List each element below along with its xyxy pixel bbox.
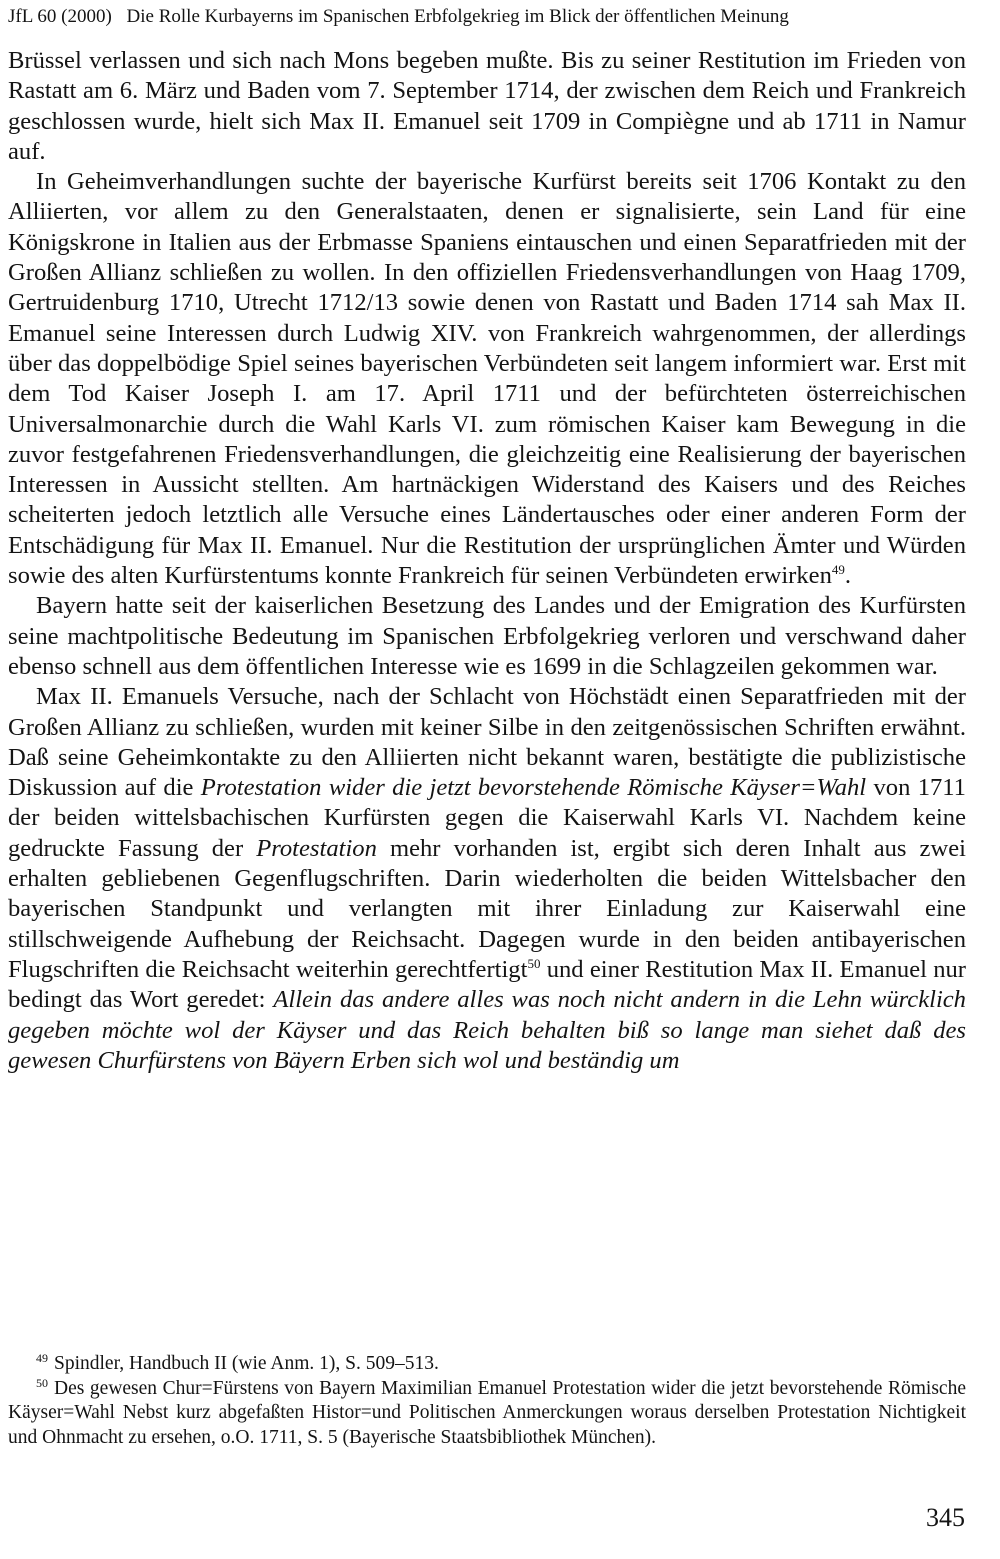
paragraph-3: Bayern hatte seit der kaiserlichen Besetzung des Landes und der Emigration des Kurfürsten seine machtpolitische Bedeutung im Spanischen Erbfolgekrieg verloren und verschwand daher ebenso schnell aus dem öffentlichen Interesse wie es 1699 in die Schlagzeilen gekommen war.: [8, 592, 966, 680]
paragraph-4-text-b: von 1711 der beiden wittelsbachischen Kurfürsten gegen die Kaiserwahl Karls VI. Nachdem keine gedruckte Fassung der: [8, 774, 966, 862]
footnote-49: [8, 1352, 966, 1377]
footnote-text: Spindler, Handbuch II (wie Anm. 1), S. 509–513.: [54, 1353, 439, 1374]
footnote-text: Des gewesen Chur=Fürstens von Bayern Maximilian Emanuel Protestation wider die jetzt bevorstehende Römische Käyser=Wahl Nebst kurz abgefaßten Histor=und Politischen Anmerckungen woraus derselben Protestation Nichtigkeit und Ohnmacht zu ersehen, o.O. 1711, S. 5 (Bayerische Staatsbibliothek München).: [8, 1377, 966, 1448]
body-text: [8, 46, 966, 1076]
paragraph-4-text-c: mehr vorhanden ist, ergibt sich deren Inhalt aus zwei erhalten gebliebenen Gegenflugschriften. Darin wiederholten die beiden Wittelsbacher den bayerischen Standpunkt und verlangten mit ihrer Einladung zur Kaiserwahl eine stillschweigende Aufhebung der Reichsacht. Dagegen wurde in den beiden antibayerischen Flugschriften die Reichsacht weiterhin gerechtfertigt: [8, 834, 966, 983]
paragraph-2-text: In Geheimverhandlungen suchte der bayerische Kurfürst bereits seit 1706 Kontakt zu den Alliierten, vor allem zu den Generalstaaten, denen er signalisierte, sein Land für eine Königskrone in Italien aus der Erbmasse Spaniens eintauschen und einen Separatfrieden mit der Großen Allianz schließen zu wollen. In den offiziellen Friedensverhandlungen von Haag 1709, Gertruidenburg 1710, Utrecht 1712/13 sowie denen von Rastatt und Baden 1714 sah Max II. Emanuel seine Interessen durch Ludwig XIV. von Frankreich wahrgenommen, der allerdings über das doppelbödige Spiel seines bayerischen Verbündeten seit langem informiert war. Erst mit dem Tod Kaiser Joseph I. am 17. April 1711 und der befürchteten österreichischen Universalmonarchie durch die Wahl Karls VI. zum römischen Kaiser kam Bewegung in die zuvor festgefahrenen Friedensverhandlungen, die gleichzeitig eine Realisierung der bayerischen Interessen in Aussicht stellten. Am hartnäckigen Widerstand des Kaisers und des Reiches scheiterten jedoch letztlich alle Versuche eines Ländertausches oder einer anderen Form der Entschädigung für Max II. Emanuel. Nur die Restitution der ursprünglichen Ämter und Würden sowie des alten Kurfürstentums konnte Frankreich für seinen Verbündeten erwirken: [8, 168, 966, 590]
paragraph-4-italic-title: Protestation wider die jetzt bevorstehende Römische Käyser=Wahl: [200, 774, 867, 802]
footnote-number: 49: [36, 1351, 48, 1365]
footnote-ref-50: 50: [527, 955, 541, 971]
paragraph-4-italic-quote: Allein das andere alles was noch nicht andern in die Lehn würcklich gegeben möchte wol der Käyser und das Reich behalten biß so lange man siehet daß des gewesen Churfürstens von Bäyern Erben sich wol und beständig um: [8, 986, 966, 1074]
footnote-50: [8, 1377, 966, 1451]
footnotes: [8, 1352, 966, 1450]
footnote-number: 50: [36, 1375, 48, 1390]
paragraph-4-text-d: und einer Restitution Max II. Emanuel nur bedingt das Wort geredet:: [8, 955, 966, 1014]
running-header: [8, 4, 970, 30]
paragraph-4-italic-protestation: Protestation: [256, 834, 377, 862]
paragraph-2-end: .: [844, 562, 852, 590]
running-title: Die Rolle Kurbayerns im Spanischen Erbfolgekrieg im Blick der öffentlichen Meinung: [126, 6, 789, 27]
paragraph-4-text-a: Max II. Emanuels Versuche, nach der Schlacht von Höchstädt einen Separatfrieden mit der Großen Allianz zu schließen, wurden mit keiner Silbe in den zeitgenössischen Schriften erwähnt. Daß seine Geheimkontakte zu den Alliierten nicht bekannt waren, bestätigte die publizistische Diskussion auf die: [8, 683, 966, 802]
paragraph-2: [8, 167, 966, 591]
journal-reference: JfL 60 (2000): [8, 6, 112, 27]
page-number: 345: [926, 1503, 965, 1532]
paragraph-1: Brüssel verlassen und sich nach Mons begeben mußte. Bis zu seiner Restitution im Frieden von Rastatt am 6. März und Baden vom 7. September 1714, der zwischen dem Reich und Frankreich geschlossen wurde, hielt sich Max II. Emanuel seit 1709 in Compiègne und ab 1711 in Namur auf.: [8, 47, 966, 165]
footnote-ref-49: 49: [831, 562, 845, 578]
paragraph-4: [8, 682, 966, 1076]
